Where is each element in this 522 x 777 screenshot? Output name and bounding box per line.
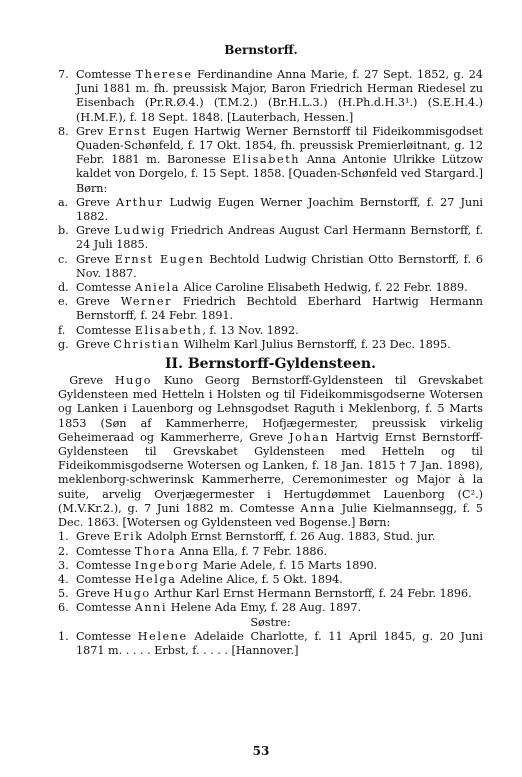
child-entry-f: f. Comtesse Elisabeth, f. 13 Nov. 1892. [58, 323, 299, 337]
child-letter: c. [58, 252, 68, 266]
entry-number: 3. [58, 558, 69, 572]
running-header: Bernstorff. [224, 43, 298, 57]
entry-number: 1. [58, 629, 69, 643]
entry-number: 6. [58, 601, 69, 615]
entry-number: 1. [58, 530, 69, 544]
spaced-name: Elisabeth [232, 153, 301, 167]
spaced-name: Elisabeth [134, 323, 203, 337]
spaced-name: Christian [113, 337, 181, 351]
spaced-name: Helene [137, 629, 188, 643]
entry-7: 7. Comtesse Therese Ferdinandine Anna Marie, f. 27 Sept. 1852, g. 24 Juni 1881 m. fh. preussisk Major, Baron Friedrich Herman Riedesel zu Eisenbach (Pr.R.Ø.4.) (T.M.2.) (Br.H.L.3.) (H.Ph.d.H.3¹.) (S.E.H.4.) (H.M.F.), f. 18 Sept. 1848. [Lauterbach, Hessen.] [58, 68, 483, 124]
child-letter: a. [58, 195, 69, 209]
child2-entry-1: 1. Greve Erik Adolph Ernst Bernstorff, f. 26 Aug. 1883, Stud. jur. [58, 530, 436, 544]
siblings-heading: Søstre: [250, 615, 291, 629]
child-letter: d. [58, 281, 69, 295]
spaced-name: Arthur [116, 195, 164, 209]
child-entry-b: b. Greve Ludwig Friedrich Andreas August Carl Hermann Bernstorff, f. 24 Juli 1885. [58, 224, 483, 252]
spaced-name: Werner [120, 295, 173, 309]
section-heading: II. Bernstorff-Gyldensteen. [164, 356, 376, 373]
child2-entry-5: 5. Greve Hugo Arthur Karl Ernst Hermann Bernstorff, f. 24 Febr. 1896. [58, 587, 472, 601]
spaced-name: Helga [134, 572, 177, 586]
child2-entry-2: 2. Comtesse Thora Anna Ella, f. 7 Febr. 1886. [58, 544, 328, 558]
spaced-name: Johan [289, 430, 330, 444]
spaced-name: Ernst [108, 124, 148, 138]
child-entry-g: g. Greve Christian Wilhelm Karl Julius Bernstorff, f. 23 Dec. 1895. [58, 337, 451, 351]
child-letter: b. [58, 224, 69, 238]
child-entry-e: e. Greve Werner Friedrich Bechtold Eberhard Hartwig Hermann Bernstorff, f. 24 Febr. 1891. [58, 295, 483, 323]
main-paragraph: Greve Hugo Kuno Georg Bernstorff-Gyldensteen til Grevskabet Gyldensteen med Hetteln i Holsten og til Fideikommisgodserne Wotersen og Lanken i Lauenborg og Lehnsgodset Raguth i Meklenborg, f. 5 Marts 1853 (Søn af Kammerherre, Hofjægermester, preussisk virkelig Geheimeraad og Kammerherre, Greve Johan Hartvig Ernst Bernstorff-Gyldensteen til Grevskabet Gyldensteen med Hetteln og til Fideikommisgodserne Wotersen og Lanken, f. 18 Jan. 1815 † 7 Jan. 1898), meklenborg-schwerinsk Kammerherre, Ceremonimester og Major à la suite, arvelig Overjægermester i Hertugdømmet Lauenborg (C².) (M.V.Kr.2.), g. 7 Juni 1882 m. Comtesse Anna Julie Kielmannsegg, f. 5 Dec. 1863. [Wotersen og Gyldensteen ved Bogense.] Børn: [58, 374, 484, 530]
child2-entry-4: 4. Comtesse Helga Adeline Alice, f. 5 Okt. 1894. [58, 572, 343, 586]
page-number: 53 [252, 744, 270, 758]
entry-8: 8. Grev Ernst Eugen Hartwig Werner Bernstorff til Fideikommisgodset Quaden-Schønfeld, f. 17 Okt. 1854, fh. preussisk Premierløitnant, g. 12 Febr. 1881 m. Baronesse Elisabeth Anna Antonie Ulrikke Lützow kaldet von Dorgelo, f. 15 Sept. 1858. [Quaden-Schønfeld ved Stargard.] Børn: [58, 124, 483, 195]
entry-number: 2. [58, 544, 69, 558]
spaced-name: Ingeborg [134, 558, 200, 572]
entry-number: 8. [58, 124, 69, 138]
spaced-name: Thora [134, 544, 177, 558]
spaced-name: Ludwig [114, 224, 167, 238]
spaced-name: Aniela [134, 281, 181, 295]
child2-entry-6: 6. Comtesse Anni Helene Ada Emy, f. 28 Aug. 1897. [58, 601, 362, 615]
child-letter: e. [58, 295, 69, 309]
spaced-name: Anni [134, 601, 168, 615]
child-entry-d: d. Comtesse Aniela Alice Caroline Elisabeth Hedwig, f. 22 Febr. 1889. [58, 281, 468, 295]
spaced-name: Ernst Eugen [114, 252, 205, 266]
child2-entry-3: 3. Comtesse Ingeborg Marie Adele, f. 15 Marts 1890. [58, 558, 378, 572]
child-entry-c: c. Greve Ernst Eugen Bechtold Ludwig Christian Otto Bernstorff, f. 6 Nov. 1887. [58, 252, 483, 280]
entry-number: 7. [58, 68, 69, 81]
spaced-name: Anna [300, 501, 336, 515]
spaced-name: Hugo [114, 374, 153, 388]
spaced-name: Hugo [113, 587, 151, 601]
child-letter: f. [58, 323, 66, 337]
entry-number: 5. [58, 587, 69, 601]
entry-number: 4. [58, 572, 69, 586]
child-entry-a: a. Greve Arthur Ludwig Eugen Werner Joachim Bernstorff, f. 27 Juni 1882. [58, 195, 484, 224]
page-body [58, 68, 483, 658]
child-letter: g. [58, 337, 69, 351]
spaced-name: Erik [113, 530, 144, 544]
spaced-name: Therese [135, 68, 193, 81]
sister-entry-1: 1. Comtesse Helene Adelaide Charlotte, f. 11 April 1845, g. 20 Juni 1871 m. . . . . Erbst, f. . . . . [Hannover.] [58, 629, 483, 657]
